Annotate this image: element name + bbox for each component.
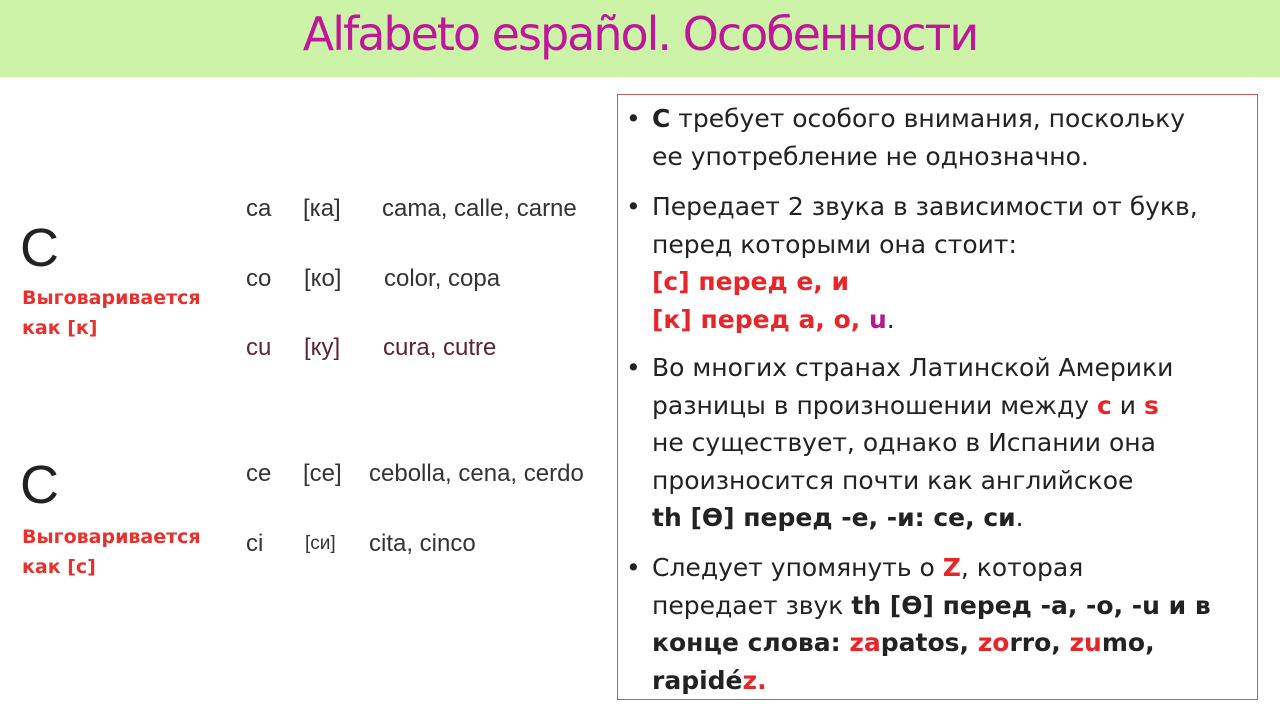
sound: [ку] <box>304 334 341 361</box>
explanation-panel <box>617 94 1258 700</box>
bullet-item <box>626 188 1256 338</box>
text: Следует упомянуть о <box>652 553 943 582</box>
sound: [се] <box>303 460 342 487</box>
th-rule: th [Ɵ] перед -е, -и: се, си <box>652 503 1016 533</box>
syllable-row-ca <box>0 189 615 229</box>
bullet-dot: • <box>626 104 641 133</box>
bullet-line: Передает 2 звука в зависимости от букв, <box>652 192 1198 221</box>
word-highlight: zo <box>977 628 1010 658</box>
th-rule: th [Ɵ] перед -a, -o, -u и в <box>851 590 1211 620</box>
rule-c-before-e-i: [c] перед e, и <box>652 267 850 297</box>
sound: [си] <box>305 533 336 554</box>
letter-u: u <box>868 304 887 334</box>
bullet-line: ее употребление не однозначно. <box>652 141 1089 171</box>
examples: cebolla, cena, cerdo <box>369 460 584 487</box>
syllable: cu <box>246 334 272 361</box>
text: разницы в произношении между <box>652 390 1097 420</box>
separator: , <box>959 628 978 658</box>
sound: [ко] <box>304 265 342 292</box>
letter-c-red: c <box>1096 390 1112 420</box>
syllable: ci <box>246 530 264 557</box>
title-banner <box>0 0 1280 77</box>
text: требует особого внимания, поскольку <box>670 104 1186 133</box>
separator: , <box>1051 628 1070 658</box>
bullet-item <box>626 100 1256 175</box>
word-highlight: zu <box>1069 628 1102 658</box>
text: конце слова: <box>652 628 850 658</box>
word-rest: mo <box>1101 628 1146 658</box>
sound: [ка] <box>303 195 341 222</box>
text: передает звук <box>652 590 852 620</box>
bullet-line <box>652 662 1256 700</box>
letter-c-soft: C <box>20 455 59 515</box>
letter-s-red: s <box>1143 390 1159 420</box>
note-line: Выговаривается <box>22 526 201 548</box>
examples: cita, cinco <box>369 530 476 557</box>
letter-z-red: Z <box>942 553 961 582</box>
bullet-dot: • <box>626 353 641 382</box>
word-highlight: za <box>849 628 881 658</box>
examples: color, copa <box>384 265 501 292</box>
word-highlight: z. <box>742 665 767 695</box>
note-line: как [с] <box>22 556 96 578</box>
examples: cama, calle, carne <box>382 195 577 222</box>
syllable: co <box>246 265 272 292</box>
syllable: ce <box>246 460 272 487</box>
syllable-row-cu <box>0 328 615 368</box>
rule-k-before-a-o: [к] перед а, о, <box>652 304 869 334</box>
page-title: Alfabeto español. Особенности <box>302 7 978 61</box>
text: . <box>886 304 895 334</box>
bullet-item <box>626 349 1256 537</box>
separator: , <box>1145 628 1155 658</box>
bullet-line: произносится почти как английское <box>652 465 1134 495</box>
bullet-line: Во многих странах Латинской Америки <box>652 353 1174 382</box>
bullet-dot: • <box>626 553 641 582</box>
bullet-line <box>652 499 1256 537</box>
letter-c-bold: C <box>652 104 671 133</box>
bullet-line: не существует, однако в Испании она <box>652 428 1156 458</box>
bullet-line <box>652 100 1256 138</box>
text: . <box>1015 503 1024 533</box>
text: , которая <box>960 553 1084 582</box>
text: и <box>1111 390 1144 420</box>
note-line: Выговаривается <box>22 287 201 309</box>
word-rest: patos <box>880 628 960 658</box>
bullet-line <box>652 387 1256 425</box>
word-rest: rapidé <box>652 665 743 695</box>
bullet-dot: • <box>626 192 641 221</box>
bullet-line: перед которыми она стоит: <box>652 229 1017 259</box>
bullet-line <box>652 301 1256 339</box>
examples: cura, cutre <box>383 334 497 361</box>
bullet-line <box>652 587 1256 625</box>
word-rest: rro <box>1009 628 1052 658</box>
syllable-row-ci <box>0 524 615 564</box>
note-line: как [к] <box>22 317 98 339</box>
bullet-line <box>652 549 1256 587</box>
bullet-line <box>652 624 1256 662</box>
syllable-row-co <box>0 259 615 299</box>
syllable: ca <box>246 195 272 222</box>
bullet-item <box>626 549 1256 699</box>
syllable-row-ce <box>0 454 615 494</box>
letter-c-hard: C <box>20 218 59 278</box>
